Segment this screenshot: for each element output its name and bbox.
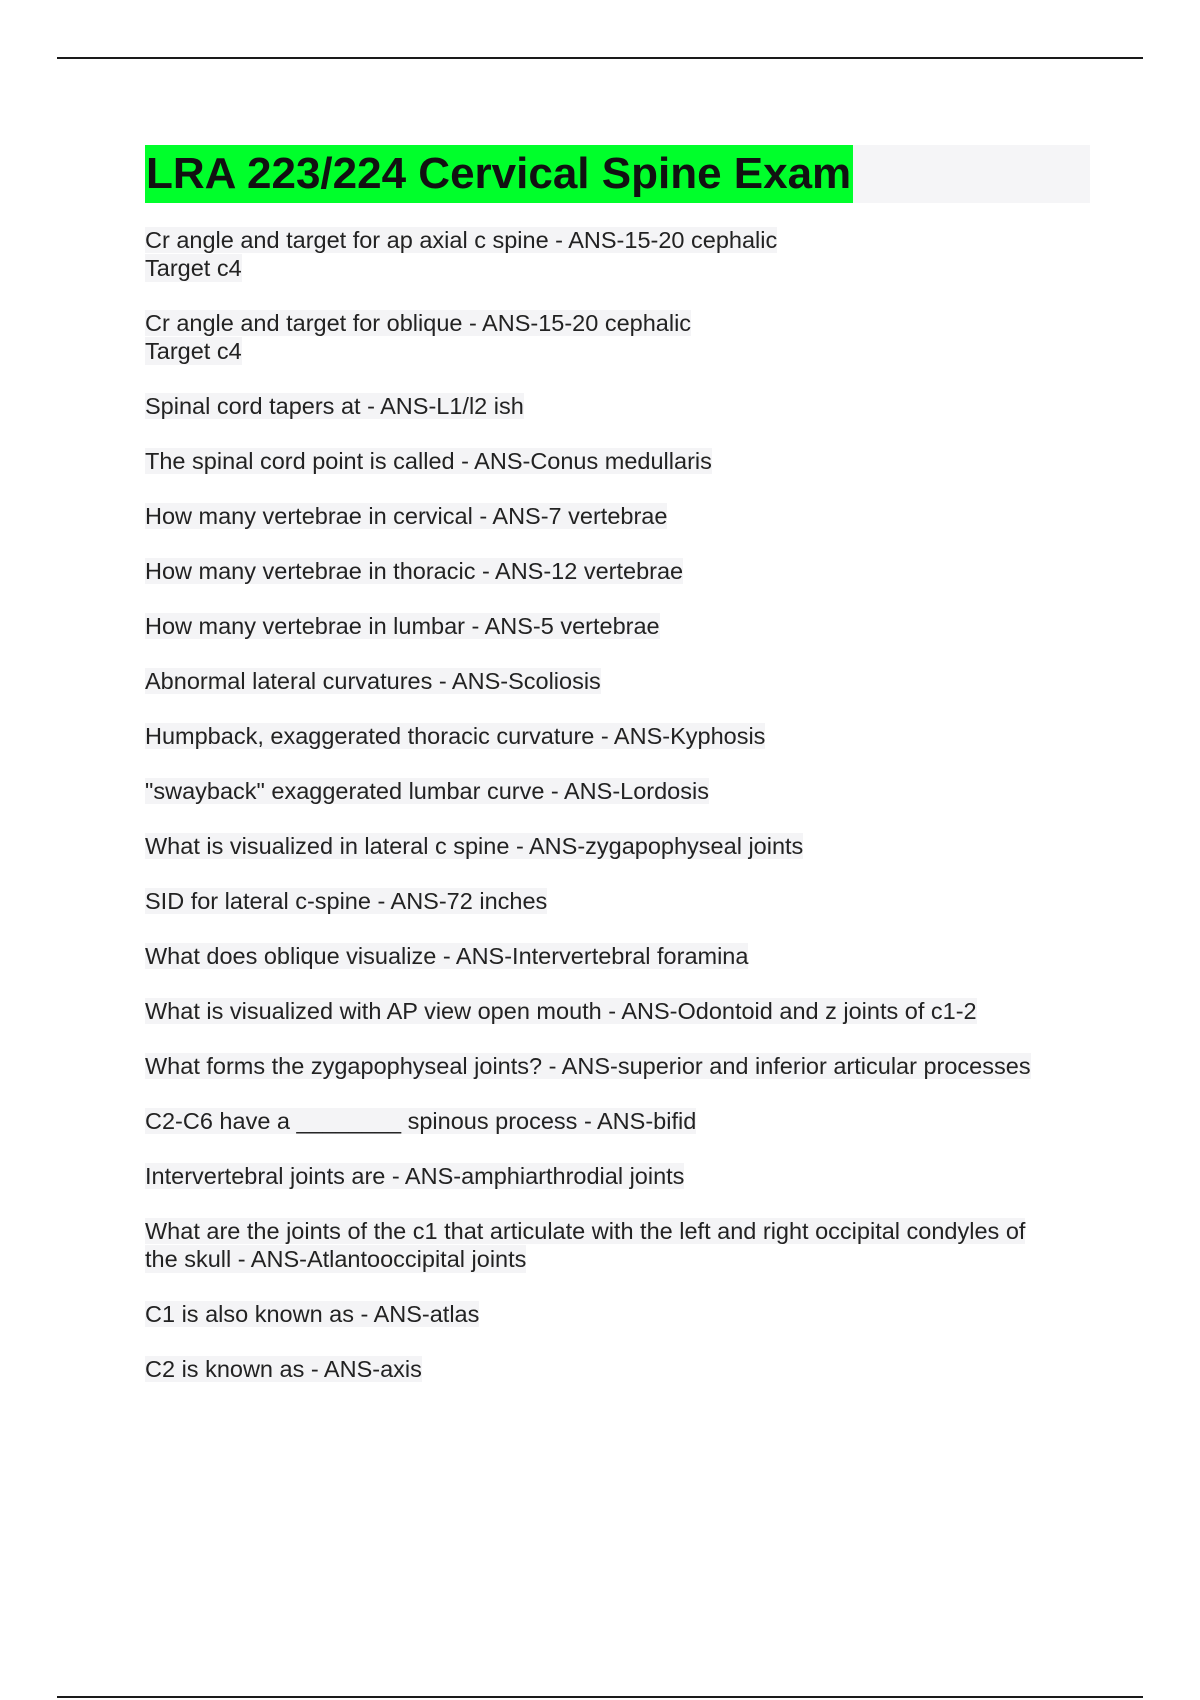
- qa-item: [145, 557, 1090, 585]
- qa-text: How many vertebrae in thoracic - ANS-12 vertebrae: [145, 558, 684, 584]
- qa-text: Cr angle and target for ap axial c spine - ANS-15-20 cephalic: [145, 227, 778, 253]
- qa-text: C2-C6 have a ________ spinous process - ANS-bifid: [145, 1108, 697, 1134]
- qa-item: [145, 612, 1090, 640]
- qa-text-continued: the skull - ANS-Atlantooccipital joints: [145, 1246, 527, 1272]
- qa-text: What are the joints of the c1 that articulate with the left and right occipital condyles of: [145, 1218, 1026, 1244]
- qa-item: [145, 667, 1090, 695]
- qa-item: [145, 1162, 1090, 1190]
- qa-text: The spinal cord point is called - ANS-Conus medullaris: [145, 448, 712, 474]
- qa-item: [145, 392, 1090, 420]
- qa-text: Spinal cord tapers at - ANS-L1/l2 ish: [145, 393, 524, 419]
- qa-text: How many vertebrae in lumbar - ANS-5 vertebrae: [145, 613, 660, 639]
- qa-item: [145, 1052, 1090, 1080]
- qa-item: [145, 447, 1090, 475]
- qa-text: What is visualized in lateral c spine - ANS-zygapophyseal joints: [145, 833, 804, 859]
- qa-item: [145, 1107, 1090, 1135]
- qa-item: [145, 997, 1090, 1025]
- qa-text-continued: Target c4: [145, 338, 242, 364]
- qa-text: Abnormal lateral curvatures - ANS-Scoliosis: [145, 668, 601, 694]
- qa-text-continued: Target c4: [145, 255, 242, 281]
- qa-item: [145, 832, 1090, 860]
- qa-item: [145, 226, 1090, 282]
- qa-item: [145, 777, 1090, 805]
- qa-item: [145, 722, 1090, 750]
- qa-item: [145, 887, 1090, 915]
- qa-text: What does oblique visualize - ANS-Intervertebral foramina: [145, 943, 749, 969]
- qa-text: C2 is known as - ANS-axis: [145, 1356, 422, 1382]
- qa-text: What forms the zygapophyseal joints? - ANS-superior and inferior articular processes: [145, 1053, 1031, 1079]
- qa-item: [145, 1300, 1090, 1328]
- qa-list: [145, 226, 1090, 1383]
- qa-text: Cr angle and target for oblique - ANS-15-20 cephalic: [145, 310, 692, 336]
- qa-text: "swayback" exaggerated lumbar curve - ANS-Lordosis: [145, 778, 709, 804]
- qa-item: [145, 502, 1090, 530]
- qa-item: [145, 1355, 1090, 1383]
- qa-item: [145, 309, 1090, 365]
- document-body: [145, 145, 1090, 1410]
- bottom-rule: [57, 1696, 1143, 1698]
- title-bar: [145, 145, 1090, 203]
- qa-text: SID for lateral c-spine - ANS-72 inches: [145, 888, 548, 914]
- qa-text: How many vertebrae in cervical - ANS-7 vertebrae: [145, 503, 668, 529]
- qa-text: Humpback, exaggerated thoracic curvature - ANS-Kyphosis: [145, 723, 766, 749]
- top-rule: [57, 57, 1143, 59]
- document-title: LRA 223/224 Cervical Spine Exam: [145, 145, 853, 203]
- qa-item: [145, 1217, 1090, 1273]
- qa-text: C1 is also known as - ANS-atlas: [145, 1301, 480, 1327]
- qa-text: What is visualized with AP view open mouth - ANS-Odontoid and z joints of c1-2: [145, 998, 977, 1024]
- qa-item: [145, 942, 1090, 970]
- qa-text: Intervertebral joints are - ANS-amphiarthrodial joints: [145, 1163, 685, 1189]
